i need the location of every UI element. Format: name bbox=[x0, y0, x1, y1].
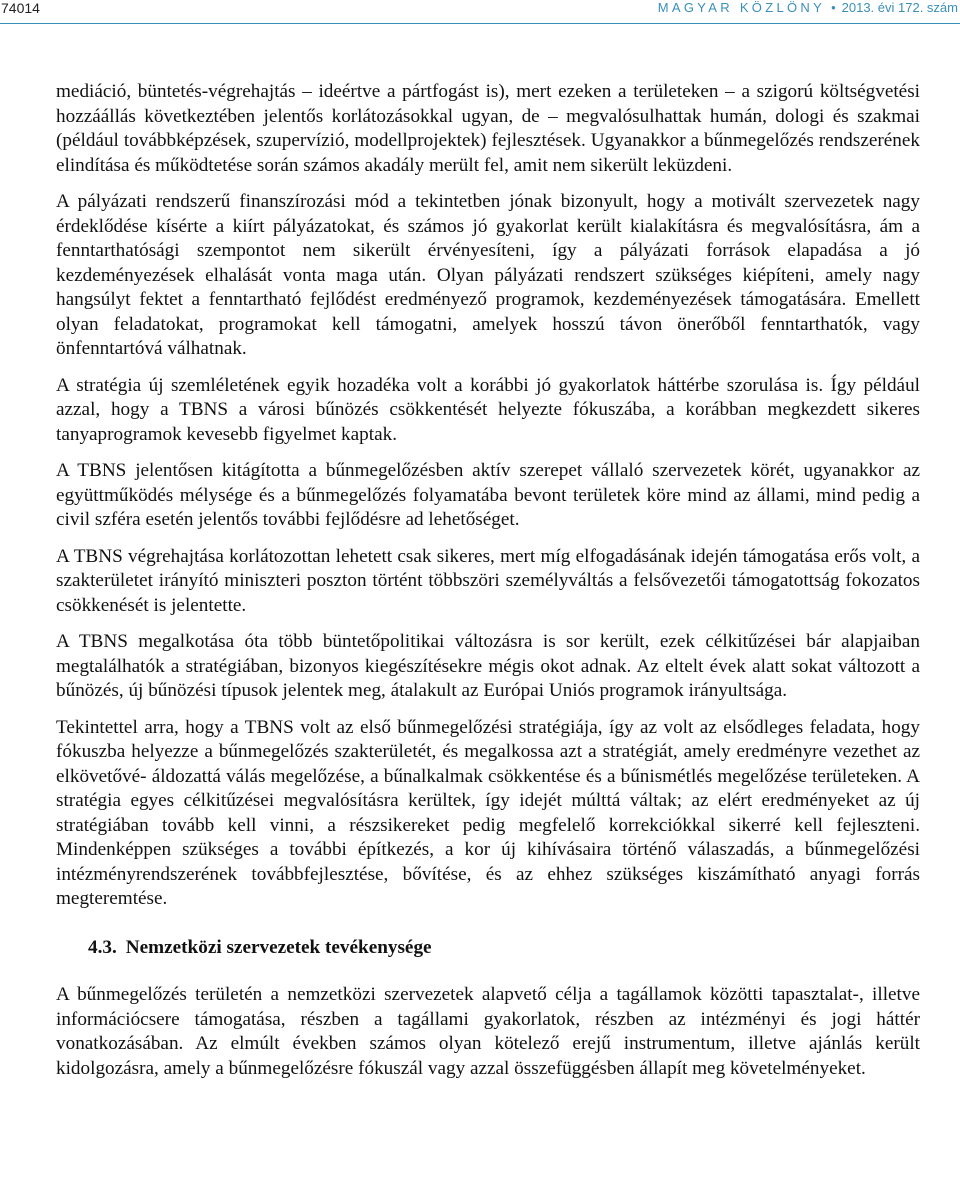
paragraph: A bűnmegelőzés területén a nemzetközi szervezetek alapvető célja a tagállamok közötti tapasztalat-, illetve információcsere támogatása, részben a tagállami gyakorlatok, részben az intézményi és jogi háttér vonatkozásában. Az elmúlt években számos olyan kötelező erejű instrumentum, illetve ajánlás került kidolgozásra, amely a bűnmegelőzésre fókuszál vagy azzal összefüggésben állapít meg követelményeket. bbox=[56, 984, 920, 1079]
page-number: 74014 bbox=[1, 0, 40, 16]
paragraph: Tekintettel arra, hogy a TBNS volt az első bűnmegelőzési stratégiája, így az volt az elsődleges feladata, hogy fókuszba helyezze a bűnmegelőzés szakterületét, és megalkossa azt a stratégiát, amely eredményre vezethet az elkövetővé- áldozattá válás megelőzése, a bűnalkalmak csökkentése és a bűnismétlés megelőzése területeken. A stratégia egyes célkitűzései megvalósításra kerültek, így idejét múlttá váltak; az elért eredményeket az új stratégiában tovább kell vinni, a részsikereket pedig megfelelő korrekciókkal sikerré kell fejleszteni. Mindenképpen szükséges a további építkezés, a kor új kihívásaira történő válaszadás, a bűnmegelőzési intézményrendszerének továbbfejlesztése, bővítése, és az ehhez szükséges kiszámítható anyagi forrás megteremtése. bbox=[56, 716, 920, 909]
section-heading bbox=[88, 936, 920, 961]
paragraph: A TBNS végrehajtása korlátozottan lehetett csak sikeres, mert míg elfogadásának idején támogatása erős volt, a szakterületet irányító miniszteri poszton történt többszöri személyváltás a felsővezetői támogatottság fokozatos csökkenését is jelentette. bbox=[56, 545, 920, 616]
paragraph: A pályázati rendszerű finanszírozási mód a tekintetben jónak bizonyult, hogy a motivált szervezetek nagy érdeklődése kísérte a kiírt pályázatokat, és számos jó gyakorlat került kialakításra és megvalósításra, ám a fenntarthatósági szempontot nem sikerült érvényesíteni, így a pályázati források elapadása a jó kezdeményezések elhalását vonta maga után. Olyan pályázati rendszert szükséges kiépíteni, amely nagy hangsúlyt fektet a fenntartható fejlődést eredményező programok, kezdeményezések támogatására. Emellett olyan feladatokat, programokat kell támogatni, amelyek hosszú távon önerőből fenntarthatók, vagy önfenntartóvá válhatnak. bbox=[56, 191, 920, 359]
section-number: 4.3. bbox=[88, 936, 117, 958]
document-body bbox=[56, 80, 920, 1081]
journal-name: MAGYAR KÖZLÖNY bbox=[657, 0, 826, 15]
paragraph: A stratégia új szemléletének egyik hozadéka volt a korábbi jó gyakorlatok háttérbe szorulása is. Így például azzal, hogy a TBNS a városi bűnözés csökkentését helyezte fókuszába, a korábban megkezdett sikeres tanyaprogramok kevesebb figyelmet kaptak. bbox=[56, 374, 920, 445]
paragraph: A TBNS megalkotása óta több büntetőpolitikai változásra is sor került, ezek célkitűzései bár alapjaiban megtalálhatók a stratégiában, bizonyos kiegészítésekre mégis okot adnak. Az eltelt évek alatt sokat változott a bűnözés, új bűnözési típusok jelentek meg, átalakult az Európai Uniós programok irányultsága. bbox=[56, 631, 920, 701]
paragraph: mediáció, büntetés-végrehajtás – ideértve a pártfogást is), mert ezeken a területeken – a szigorú költségvetési hozzáállás következtében jelentős korlátozásokkal ugyan, de – megvalósulhattak humán, dologi és szakmai (például továbbképzések, szupervízió, modellprojektek) fejlesztések. Ugyanakkor a bűnmegelőzés rendszerének elindítása és működtetése során számos akadály merült fel, amit nem sikerült leküzdeni. bbox=[56, 81, 920, 176]
journal-running-title bbox=[658, 0, 958, 15]
page-header bbox=[0, 0, 960, 24]
section-title: Nemzetközi szervezetek tevékenysége bbox=[125, 936, 432, 958]
paragraph: A TBNS jelentősen kitágította a bűnmegelőzésben aktív szerepet vállaló szervezetek körét, ugyanakkor az együttműködés mélysége és a bűnmegelőzés folyamatába bevont területek köre mind az állami, mind pedig a civil szféra esetén jelentős további fejlődésre ad lehetőséget. bbox=[56, 460, 920, 530]
header-rule bbox=[0, 23, 960, 24]
header-separator: • bbox=[831, 0, 836, 15]
issue-number: 2013. évi 172. szám bbox=[841, 0, 958, 15]
